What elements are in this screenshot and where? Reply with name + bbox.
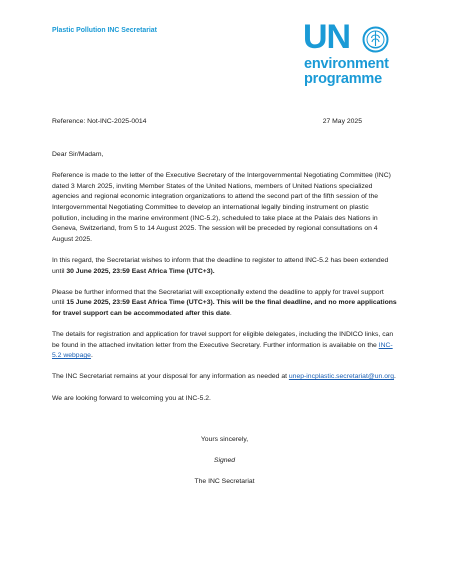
secretariat-email-link[interactable]: unep-incplastic.secretariat@un.org — [288, 373, 395, 381]
logo-un-text: UN — [303, 18, 351, 56]
inc-webpage-link[interactable]: INC-5.2 webpage — [52, 341, 393, 360]
paragraph-registration-deadline: In this regard, the Secretariat wishes to inform that the deadline to register to attend INC-5.2 has been extended until 30 June 2025, 23:59 East Africa Time (UTC+3). — [52, 256, 389, 275]
unep-logo — [303, 20, 403, 90]
signature: Signed — [213, 457, 236, 464]
closing-line: Yours sincerely, — [200, 436, 249, 443]
salutation: Dear Sir/Madam, — [52, 151, 104, 158]
logo-environment-text: environment — [304, 56, 389, 72]
unep-emblem-icon — [362, 26, 389, 53]
logo-programme-text: programme — [304, 71, 382, 87]
registration-deadline: 30 June 2025, 23:59 East Africa Time (UTC+3). — [66, 267, 215, 275]
reference-row — [52, 118, 362, 125]
paragraph-contact: The INC Secretariat remains at your disposal for any information as needed at unep-incplastic.secretariat@un.org. — [52, 373, 396, 381]
secretariat-label: Plastic Pollution INC Secretariat — [52, 27, 157, 34]
paragraph-welcome: We are looking forward to welcoming you at INC-5.2. — [52, 394, 211, 402]
travel-support-deadline: 15 June 2025, 23:59 East Africa Time (UTC+3). This will be the final deadline, and no more applications for travel support can be accommodated after this date — [52, 299, 397, 317]
reference-number: Reference: Not-INC-2025-0014 — [52, 118, 147, 125]
paragraph-details: The details for registration and application for travel support for eligible delegates, including the INDICO links, can be found in the attached invitation letter from the Executive Secretary. Further information is available on the INC-5.2 webpage. — [52, 331, 394, 360]
paragraph-travel-support: Please be further informed that the Secretariat will exceptionally extend the deadline to apply for travel support until 15 June 2025, 23:59 East Africa Time (UTC+3). This will be the final deadline, and no more applications for travel support can be accommodated after this date. — [52, 288, 397, 317]
signatory: The INC Secretariat — [194, 478, 255, 485]
paragraph-context: Reference is made to the letter of the Executive Secretary of the Intergovernmental Negotiating Committee (INC) dated 3 March 2025, inviting Member States of the United Nations, members of United Nations specialized agencies and regional economic integration organizations to attend the second part of the fifth session of the Intergovernmental Negotiating Committee to develop an international legally binding instrument on plastic pollution, including in the marine environment (INC-5.2), scheduled to take place at the Palais des Nations in Geneva, Switzerland, from 5 to 14 August 2025. The session will be preceded by regional consultations on 4 August 2025. — [52, 172, 391, 243]
letter-body — [52, 150, 397, 415]
letter-date: 27 May 2025 — [322, 118, 362, 125]
